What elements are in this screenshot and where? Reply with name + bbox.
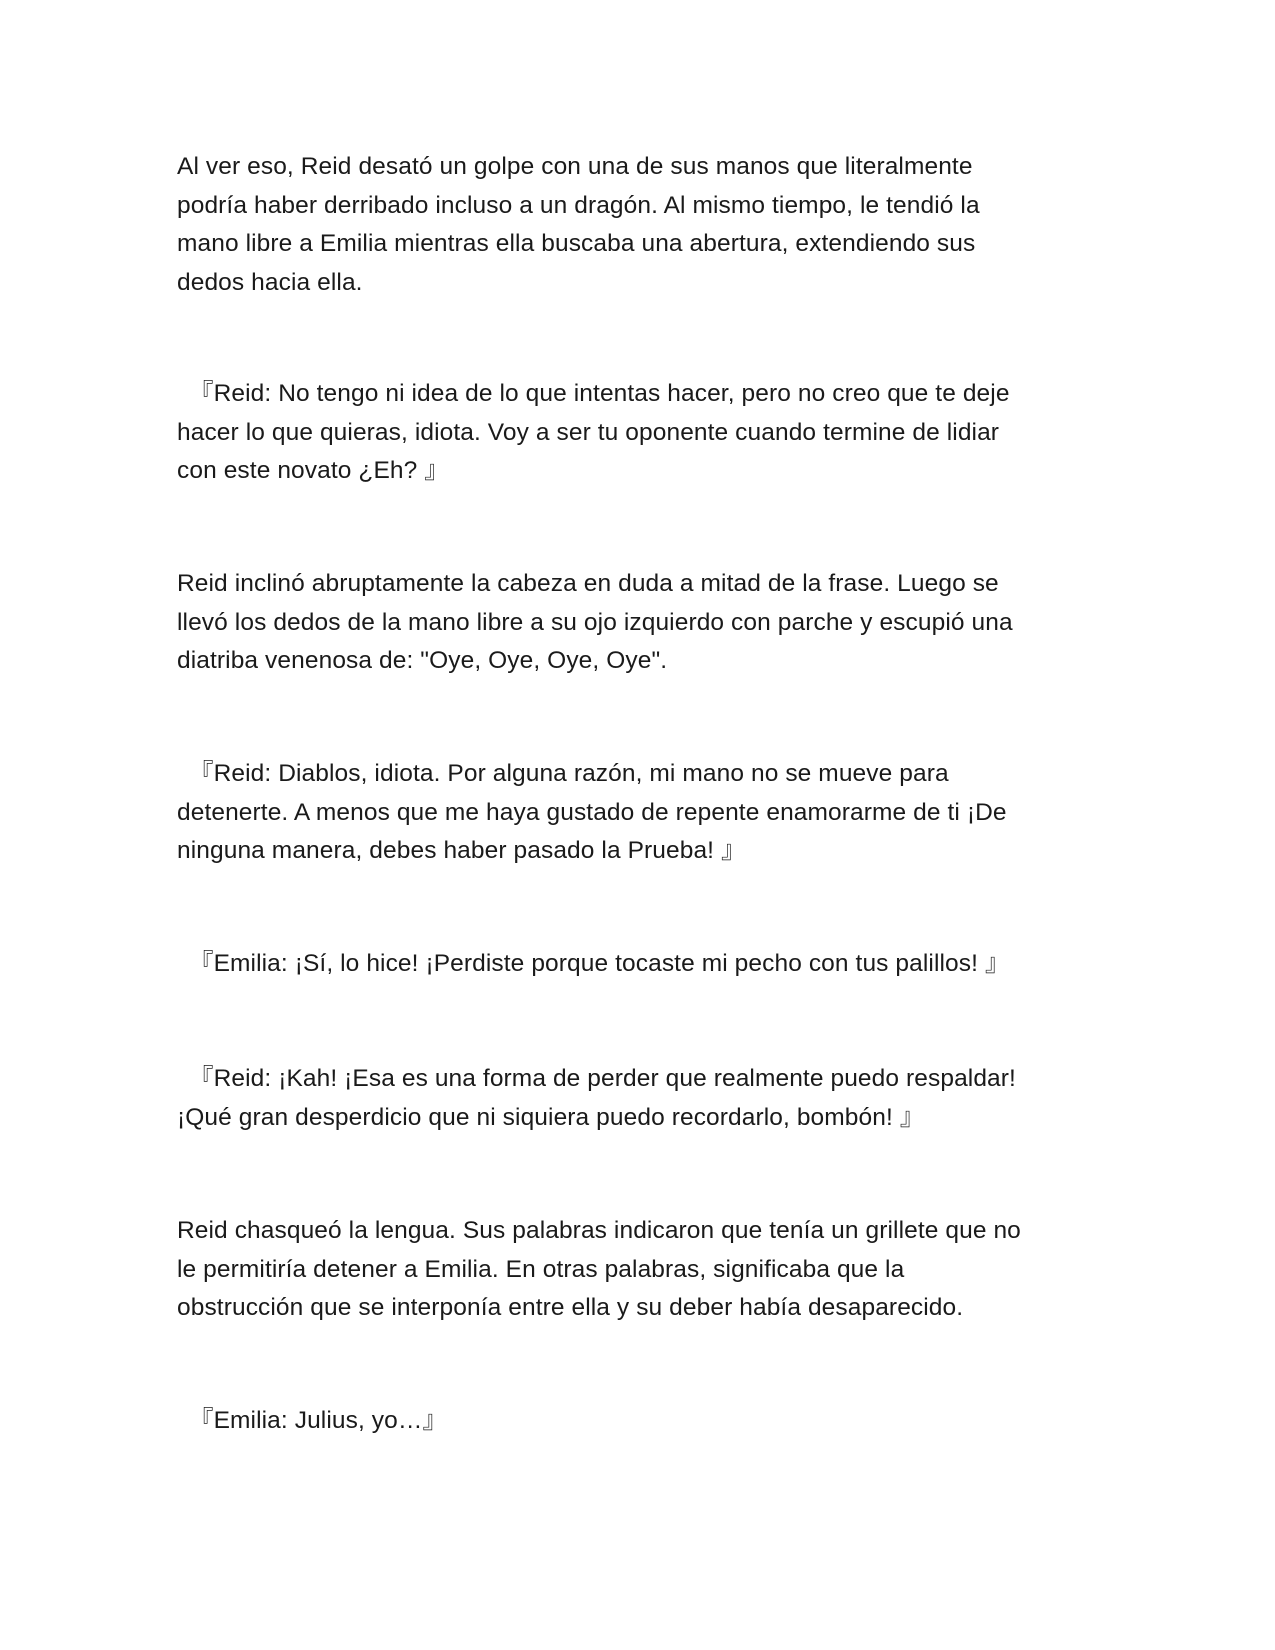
text-line: 『Emilia: Julius, yo…』 xyxy=(189,1407,448,1434)
dialogue-paragraph-emilia xyxy=(177,945,1097,984)
dialogue-paragraph-reid xyxy=(177,1060,1097,1137)
dialogue-paragraph-emilia xyxy=(177,1402,1097,1441)
narration-paragraph xyxy=(177,1212,1097,1328)
text-line: 『Reid: ¡Kah! ¡Esa es una forma de perder que realmente puedo respaldar! xyxy=(189,1065,1016,1092)
text-line: mano libre a Emilia mientras ella buscaba una abertura, extendiendo sus xyxy=(177,230,976,257)
text-line: ¡Qué gran desperdicio que ni siquiera puedo recordarlo, bombón! 』 xyxy=(177,1103,925,1131)
text-line: dedos hacia ella. xyxy=(177,268,363,296)
text-line: con este novato ¿Eh? 』 xyxy=(177,457,449,484)
dialogue-paragraph-reid xyxy=(177,375,1097,491)
text-line: obstrucción que se interponía entre ella y su deber había desaparecido. xyxy=(177,1294,964,1321)
text-line: ninguna manera, debes haber pasado la Prueba! 』 xyxy=(177,837,746,864)
text-line: 『Reid: No tengo ni idea de lo que intentas hacer, pero no creo que te deje xyxy=(189,380,1010,407)
text-line: Al ver eso, Reid desató un golpe con una de sus manos que literalmente xyxy=(177,153,973,180)
text-line: le permitiría detener a Emilia. En otras palabras, significaba que la xyxy=(177,1255,905,1283)
narration-paragraph xyxy=(177,148,1097,302)
dialogue-paragraph-reid xyxy=(177,755,1097,871)
text-line: hacer lo que quieras, idiota. Voy a ser tu oponente cuando termine de lidiar xyxy=(177,418,1000,446)
text-line: diatriba venenosa de: "Oye, Oye, Oye, Oye". xyxy=(177,647,668,674)
text-line: 『Reid: Diablos, idiota. Por alguna razón, mi mano no se mueve para xyxy=(189,760,949,787)
text-line: podría haber derribado incluso a un dragón. Al mismo tiempo, le tendió la xyxy=(177,191,980,219)
text-line: 『Emilia: ¡Sí, lo hice! ¡Perdiste porque tocaste mi pecho con tus palillos! 』 xyxy=(189,950,1010,977)
text-line: llevó los dedos de la mano libre a su ojo izquierdo con parche y escupió una xyxy=(177,608,1013,636)
narration-paragraph xyxy=(177,565,1097,681)
text-line: Reid chasqueó la lengua. Sus palabras indicaron que tenía un grillete que no xyxy=(177,1217,1021,1244)
text-line: Reid inclinó abruptamente la cabeza en duda a mitad de la frase. Luego se xyxy=(177,570,999,597)
text-line: detenerte. A menos que me haya gustado de repente enamorarme de ti ¡De xyxy=(177,798,1007,826)
